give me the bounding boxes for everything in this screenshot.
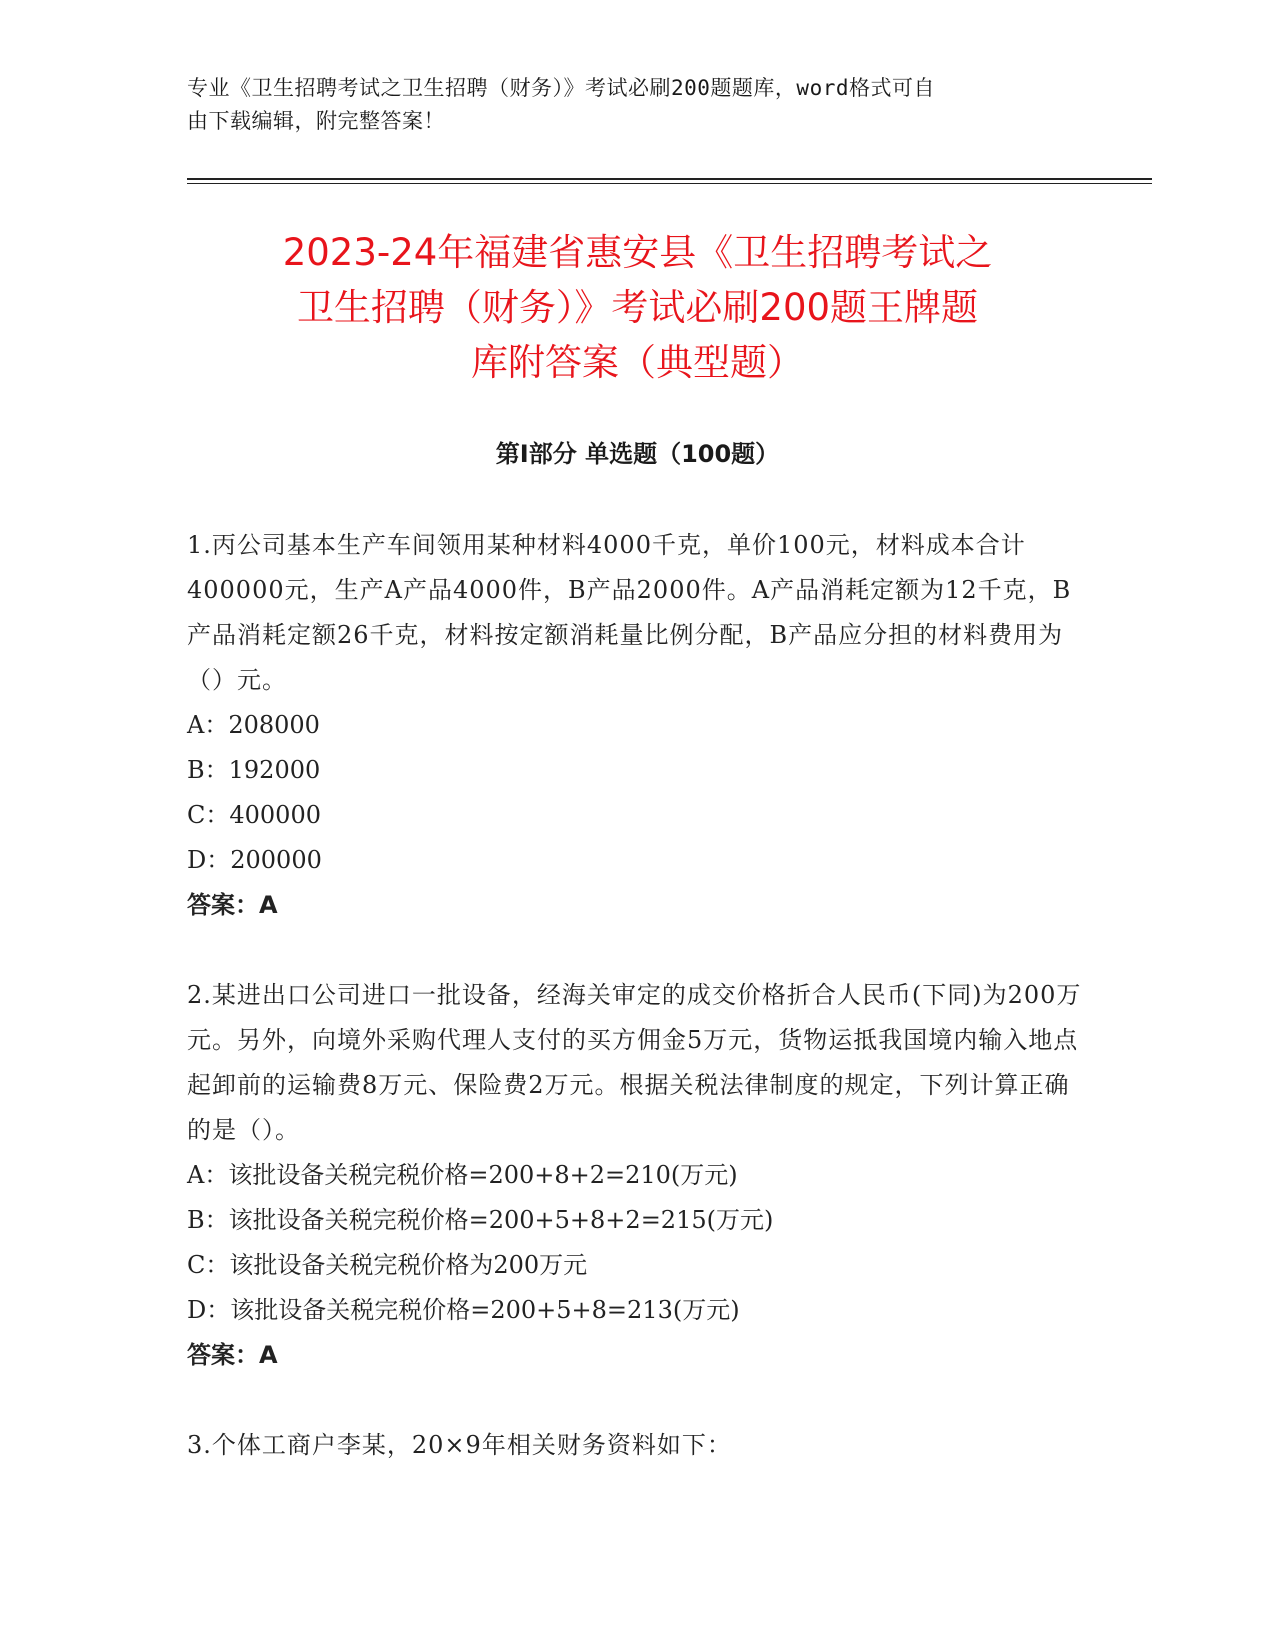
- question-list: [187, 523, 1082, 1513]
- question-stem: 1.丙公司基本生产车间领用某种材料4000千克，单价100元，材料成本合计400000元，生产A产品4000件，B产品2000件。A产品消耗定额为12千克，B产品消耗定额26千克，材料按定额消耗量比例分配，B产品应分担的材料费用为（）元。: [187, 531, 1072, 694]
- intro-text: [187, 72, 1067, 138]
- option-b: B：192000: [187, 756, 321, 784]
- question-2: [187, 973, 1082, 1378]
- question-stem: 2.某进出口公司进口一批设备，经海关审定的成交价格折合人民币(下同)为200万元。另外，向境外采购代理人支付的买方佣金5万元，货物运抵我国境内输入地点起卸前的运输费8万元、保险费2万元。根据关税法律制度的规定，下列计算正确的是（）。: [187, 981, 1082, 1144]
- option-d: D：该批设备关税完税价格=200+5+8=213(万元): [187, 1296, 740, 1324]
- intro-line-1: 专业《卫生招聘考试之卫生招聘（财务）》考试必刷200题题库，word格式可自: [187, 76, 935, 100]
- question-3: [187, 1423, 1082, 1468]
- option-a: A：该批设备关税完税价格=200+8+2=210(万元): [187, 1161, 738, 1189]
- option-list: [187, 1153, 1082, 1333]
- option-list: [187, 703, 1082, 883]
- intro-line-2: 由下载编辑，附完整答案！: [187, 109, 445, 133]
- title-line-2: 卫生招聘（财务）》考试必刷200题王牌题: [296, 286, 979, 329]
- document-title: [150, 225, 1125, 390]
- option-d: D：200000: [187, 846, 322, 874]
- option-c: C：该批设备关税完税价格为200万元: [187, 1251, 588, 1279]
- option-a: A：208000: [187, 711, 320, 739]
- option-c: C：400000: [187, 801, 321, 829]
- answer: 答案：A: [187, 891, 278, 919]
- header-divider-thick: [187, 178, 1152, 180]
- question-1: [187, 523, 1082, 928]
- section-heading: 第Ⅰ部分 单选题（100题）: [495, 440, 780, 468]
- option-b: B：该批设备关税完税价格=200+5+8+2=215(万元): [187, 1206, 774, 1234]
- question-stem: 3.个体工商户李某，20×9年相关财务资料如下：: [187, 1431, 732, 1459]
- title-line-1: 2023-24年福建省惠安县《卫生招聘考试之: [282, 231, 993, 274]
- title-line-3: 库附答案（典型题）: [471, 341, 804, 384]
- header-divider-thin: [187, 183, 1152, 184]
- answer: 答案：A: [187, 1341, 278, 1369]
